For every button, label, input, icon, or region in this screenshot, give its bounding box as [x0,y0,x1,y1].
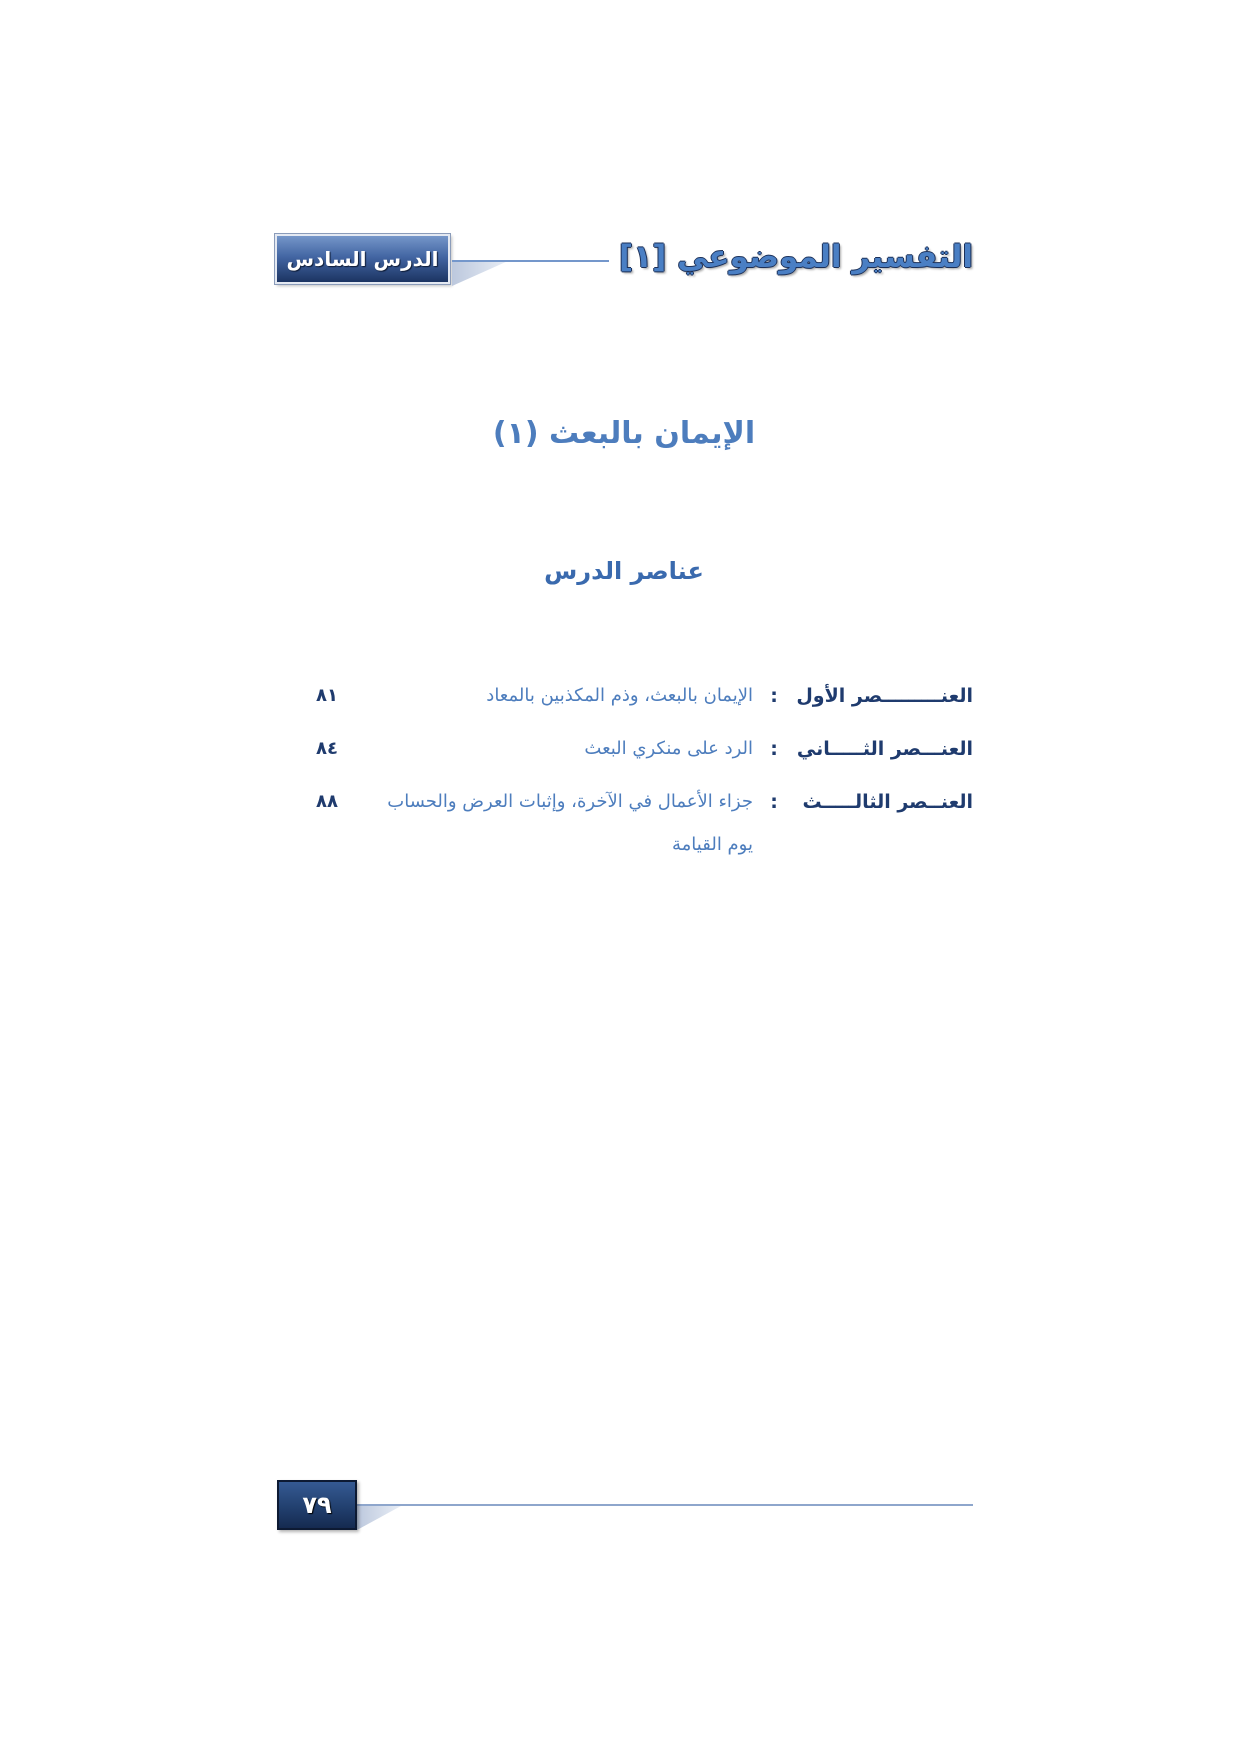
contents-row-continuation [275,830,973,860]
element-text: الإيمان بالبعث، وذم المكذبين بالمعاد [486,685,753,706]
element-separator: : [770,791,778,813]
element-page-number: ٨٤ [316,738,338,759]
element-separator: : [770,738,778,760]
contents-row [275,681,973,711]
element-label: العنـــــــــصر الأول [796,685,973,707]
lesson-title: الإيمان بالبعث (١) [492,416,756,451]
element-text-continuation: يوم القيامة [672,834,753,855]
element-page-number: ٨٨ [316,791,338,812]
lesson-badge [275,234,450,284]
element-page-number: ٨١ [316,685,338,706]
element-text: جزاء الأعمال في الآخرة، وإثبات العرض والحساب [387,791,753,812]
page-number-box [277,1480,357,1530]
page-number: ٧٩ [302,1491,332,1519]
element-label: العنـــصر الثـــــاني [796,738,973,760]
book-title: التفسير الموضوعي [١] [609,232,973,282]
contents-row [275,734,973,764]
element-separator: : [770,685,778,707]
lesson-badge-label: الدرس السادس [286,247,439,271]
element-label: العنــصر الثالـــــث [802,791,973,813]
footer-rule [357,1504,973,1506]
footer-box-shadow [357,1506,401,1530]
contents-heading: عناصر الدرس [544,557,704,585]
element-text: الرد على منكري البعث [584,738,753,759]
contents-row [275,787,973,817]
header-badge-shadow [452,261,508,286]
